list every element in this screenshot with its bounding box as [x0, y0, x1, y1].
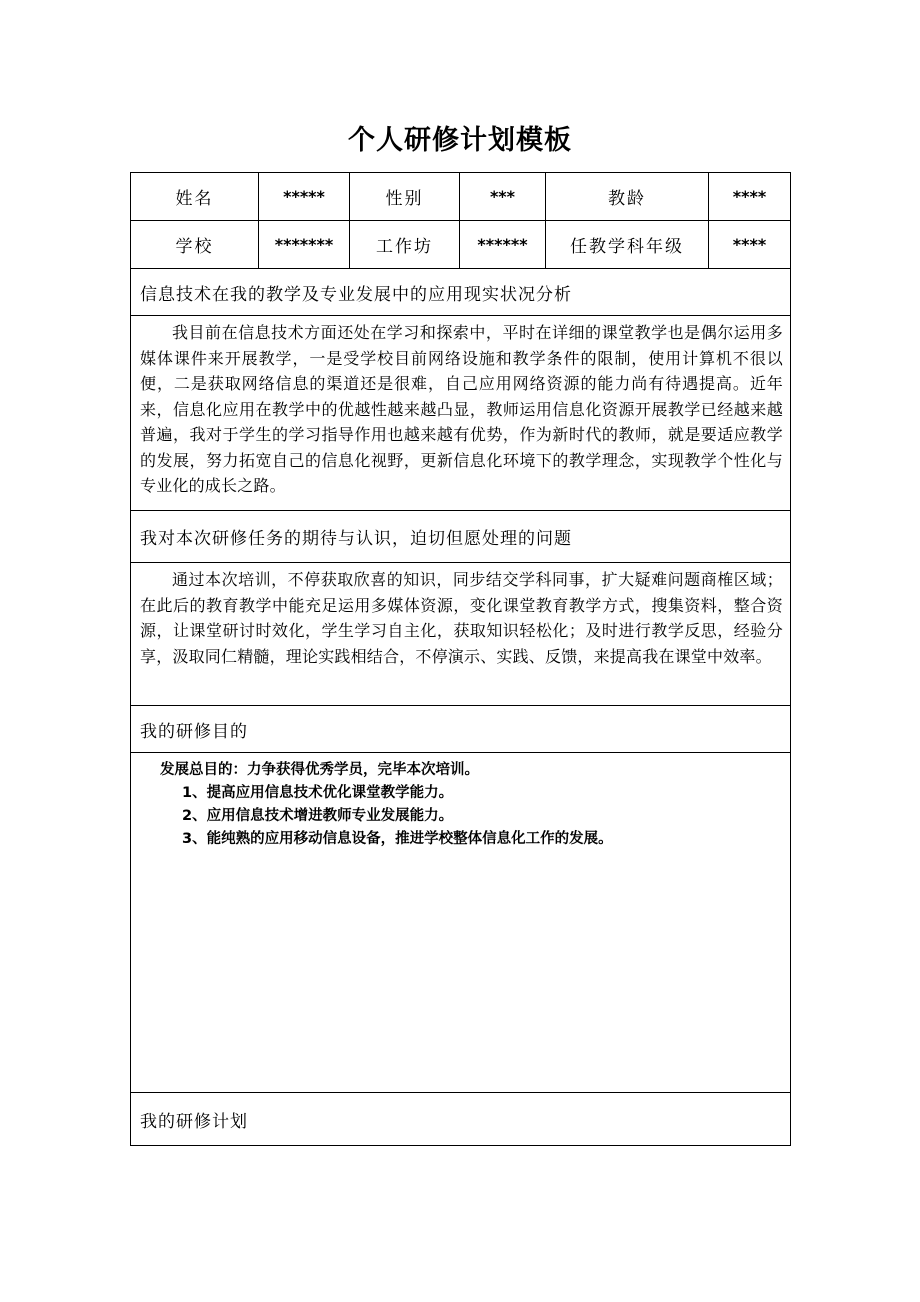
teaching-years-label: 教龄 [546, 173, 709, 221]
expect-text: 通过本次培训，不停获取欣喜的知识，同步结交学科同事，扩大疑难问题商榷区域；在此后的教育教学中能充足运用多媒体资源，变化课堂教育教学方式，搜集资料，整合资源，让课堂研讨时效化，学生学习自主化，获取知识轻松化；及时进行教学反思，经验分享，汲取同仁精髓，理论实践相结合，不停演示、实践、反馈，来提高我在课堂中效率。 [140, 570, 783, 666]
expect-body-row [131, 563, 791, 706]
goal-item: 1、提高应用信息技术优化课堂教学能力。 [182, 785, 454, 801]
analysis-body-row [131, 316, 791, 511]
teaching-years-value: **** [709, 173, 791, 221]
info-row-2 [131, 221, 791, 269]
expect-heading-row [131, 511, 791, 563]
page-title: 个人研修计划模板 [348, 125, 572, 156]
school-label: 学校 [131, 221, 259, 269]
workshop-label: 工作坊 [350, 221, 460, 269]
goal-item: 2、应用信息技术增进教师专业发展能力。 [182, 808, 454, 824]
name-label: 姓名 [131, 173, 259, 221]
analysis-heading-row [131, 269, 791, 316]
name-value: ***** [259, 173, 350, 221]
analysis-heading: 信息技术在我的教学及专业发展中的应用现实状况分析 [131, 269, 791, 316]
plan-heading-row [131, 1093, 791, 1146]
analysis-text: 我目前在信息技术方面还处在学习和探索中，平时在详细的课堂教学也是偶尔运用多媒体课件来开展教学，一是受学校目前网络设施和教学条件的限制，使用计算机不很以便，二是获取网络信息的渠道还是很难，自己应用网络资源的能力尚有待遇提高。近年来，信息化应用在教学中的优越性越来越凸显，教师运用信息化资源开展教学已经越来越普遍，我对于学生的学习指导作用也越来越有优势，作为新时代的教师，就是要适应教学的发展，努力拓宽自己的信息化视野，更新信息化环境下的教学理念，实现教学个性化与专业化的成长之路。 [140, 323, 783, 495]
goal-overall: 发展总目的：力争获得优秀学员，完毕本次培训。 [160, 762, 479, 778]
workshop-value: ****** [460, 221, 546, 269]
subject-grade-label: 任教学科年级 [546, 221, 709, 269]
school-value: ******* [259, 221, 350, 269]
gender-label: 性别 [350, 173, 460, 221]
goal-heading-row [131, 706, 791, 753]
goal-list [140, 757, 783, 851]
goal-heading: 我的研修目的 [131, 706, 791, 753]
goal-body-row [131, 753, 791, 1093]
subject-grade-value: **** [709, 221, 791, 269]
goal-item: 3、能纯熟的应用移动信息设备，推进学校整体信息化工作的发展。 [182, 831, 613, 847]
plan-heading: 我的研修计划 [131, 1093, 791, 1146]
gender-value: *** [460, 173, 546, 221]
info-row-1 [131, 173, 791, 221]
expect-heading: 我对本次研修任务的期待与认识，迫切但愿处理的问题 [131, 511, 791, 563]
plan-table [130, 172, 791, 1146]
